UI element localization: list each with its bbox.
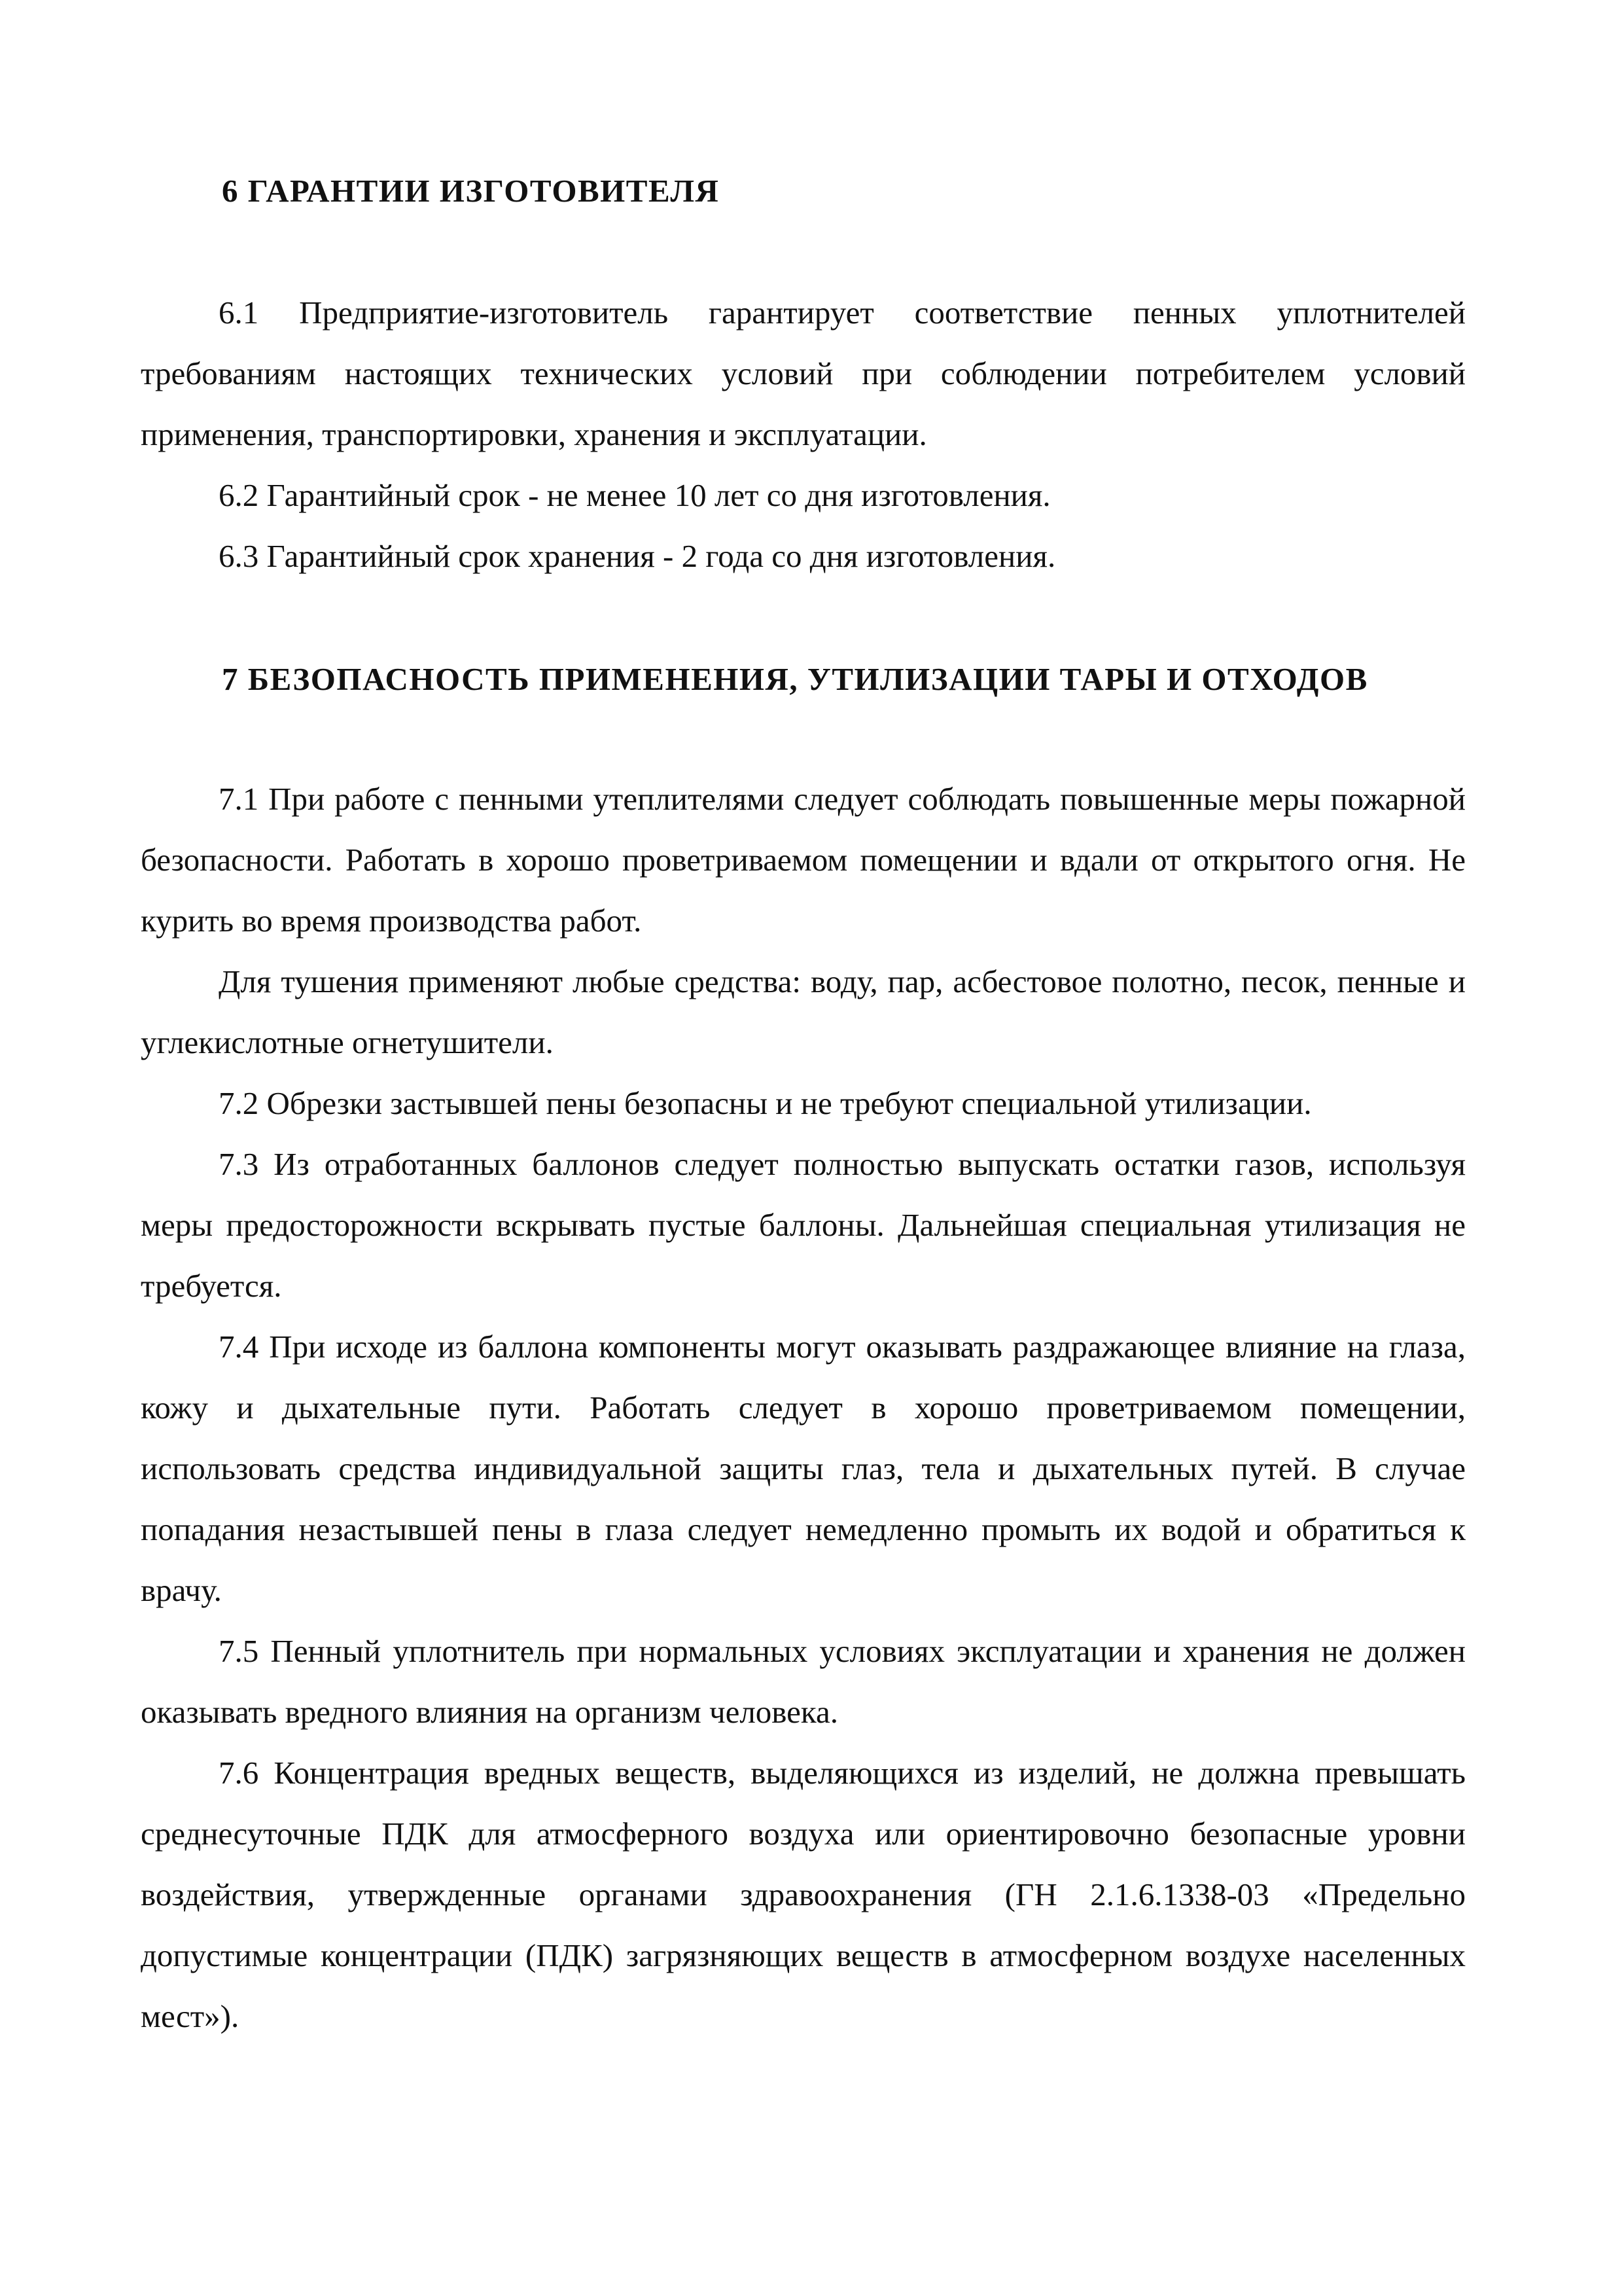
paragraph-6-3: 6.3 Гарантийный срок хранения - 2 года со дня изготовления.: [219, 538, 1056, 574]
paragraph-7-5: 7.5 Пенный уплотнитель при нормальных условиях эксплуатации и хранения не должен оказывать вредного влияния на организм человека.: [141, 1633, 1466, 1730]
paragraph-7-1: 7.1 При работе с пенными утеплителями следует соблюдать повышенные меры пожарной безопасности. Работать в хорошо проветриваемом помещении и вдали от открытого огня. Не курить во время производства работ.: [141, 781, 1466, 939]
paragraph-6-2: 6.2 Гарантийный срок - не менее 10 лет со дня изготовления.: [219, 477, 1051, 513]
paragraph-7-2: 7.2 Обрезки застывшей пены безопасны и не требуют специальной утилизации.: [219, 1085, 1312, 1121]
paragraph-7-6: 7.6 Концентрация вредных веществ, выделяющихся из изделий, не должна превышать среднесуточные ПДК для атмосферного воздуха или ориентировочно безопасные уровни воздействия, утвержденные органами здравоохранения (ГН 2.1.6.1338-03 «Предельно допустимые концентрации (ПДК) загрязняющих веществ в атмосферном воздухе населенных мест»).: [141, 1755, 1466, 2034]
section-7-heading: 7 БЕЗОПАСНОСТЬ ПРИМЕНЕНИЯ, УТИЛИЗАЦИИ ТАРЫ И ОТХОДОВ: [222, 661, 1368, 697]
paragraph-7-1-extinguishing: Для тушения применяют любые средства: воду, пар, асбестовое полотно, песок, пенные и углекислотные огнетушители.: [141, 963, 1466, 1060]
paragraph-7-3: 7.3 Из отработанных баллонов следует полностью выпускать остатки газов, используя меры предосторожности вскрывать пустые баллоны. Дальнейшая специальная утилизация не требуется.: [141, 1146, 1466, 1304]
section-6-heading: 6 ГАРАНТИИ ИЗГОТОВИТЕЛЯ: [222, 173, 720, 209]
paragraph-6-1: 6.1 Предприятие-изготовитель гарантирует соответствие пенных уплотнителей требованиям настоящих технических условий при соблюдении потребителем условий применения, транспортировки, хранения и эксплуатации.: [141, 295, 1466, 452]
paragraph-7-4: 7.4 При исходе из баллона компоненты могут оказывать раздражающее влияние на глаза, кожу и дыхательные пути. Работать следует в хорошо проветриваемом помещении, использовать средства индивидуальной защиты глаз, тела и дыхательных путей. В случае попадания незастывшей пены в глаза следует немедленно промыть их водой и обратиться к врачу.: [141, 1329, 1466, 1608]
